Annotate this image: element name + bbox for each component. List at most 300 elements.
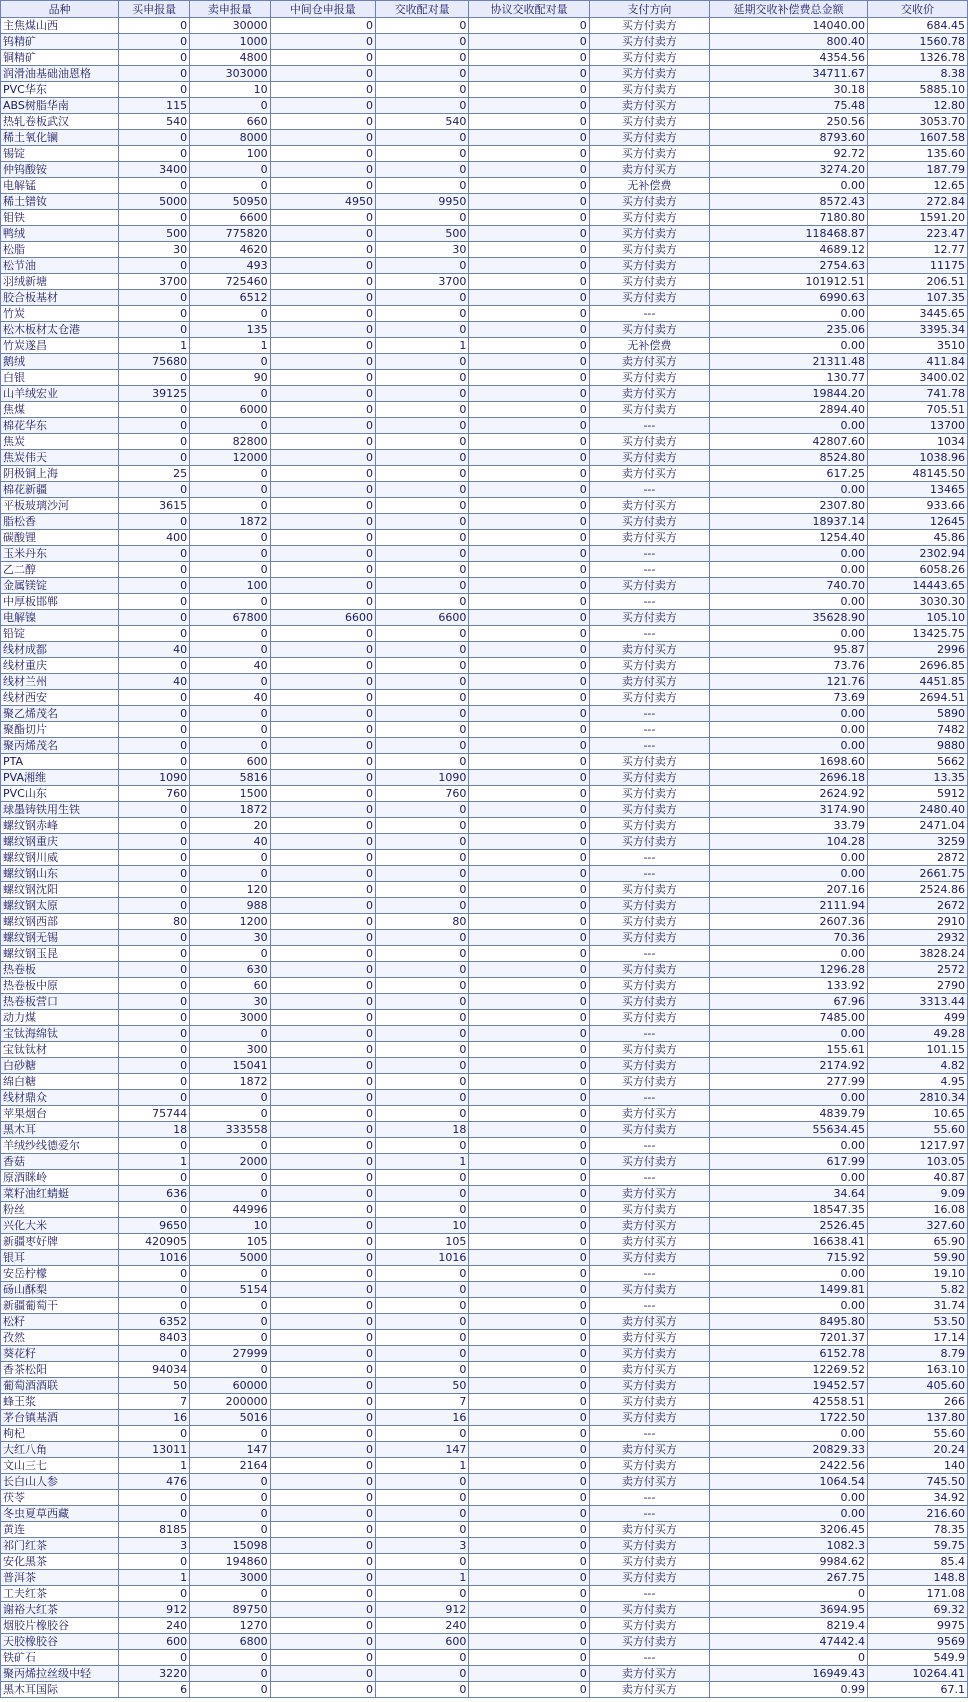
sell-qty-cell: 6800 [190, 1634, 271, 1650]
price-cell: 4451.85 [868, 674, 968, 690]
price-cell: 20.24 [868, 1442, 968, 1458]
table-row [1, 610, 968, 626]
sell-qty-cell: 0 [190, 674, 271, 690]
agreement-qty-cell: 0 [469, 1522, 589, 1538]
price-cell: 5662 [868, 754, 968, 770]
mid-qty-cell: 0 [270, 1282, 375, 1298]
matched-qty-cell: 0 [375, 1282, 468, 1298]
compensation-cell: 16949.43 [710, 1666, 868, 1682]
buy-qty-cell: 39125 [119, 386, 190, 402]
price-cell: 8.38 [868, 66, 968, 82]
price-cell: 13.35 [868, 770, 968, 786]
compensation-cell: 34.64 [710, 1186, 868, 1202]
sell-qty-cell: 40 [190, 690, 271, 706]
matched-qty-cell: 0 [375, 1650, 468, 1666]
mid-qty-cell: 0 [270, 1602, 375, 1618]
sell-qty-cell: 1872 [190, 802, 271, 818]
variety-cell: 主焦煤山西 [1, 18, 119, 34]
agreement-qty-cell: 0 [469, 1218, 589, 1234]
table-row [1, 1682, 968, 1698]
buy-qty-cell: 0 [119, 402, 190, 418]
price-cell: 85.4 [868, 1554, 968, 1570]
mid-qty-cell: 0 [270, 1634, 375, 1650]
buy-qty-cell: 3615 [119, 498, 190, 514]
sell-qty-cell: 0 [190, 1586, 271, 1602]
agreement-qty-cell: 0 [469, 1314, 589, 1330]
table-row [1, 962, 968, 978]
agreement-qty-cell: 0 [469, 194, 589, 210]
buy-qty-cell: 0 [119, 258, 190, 274]
variety-cell: 葵花籽 [1, 1346, 119, 1362]
price-cell: 3828.24 [868, 946, 968, 962]
compensation-cell: 21311.48 [710, 354, 868, 370]
sell-qty-cell: 0 [190, 722, 271, 738]
compensation-cell: 7201.37 [710, 1330, 868, 1346]
mid-qty-cell: 0 [270, 370, 375, 386]
matched-qty-cell: 0 [375, 146, 468, 162]
price-cell: 2672 [868, 898, 968, 914]
matched-qty-cell: 0 [375, 450, 468, 466]
mid-qty-cell: 0 [270, 530, 375, 546]
price-cell: 101.15 [868, 1042, 968, 1058]
table-row [1, 786, 968, 802]
variety-cell: 松脂 [1, 242, 119, 258]
buy-qty-cell: 0 [119, 210, 190, 226]
table-row [1, 450, 968, 466]
buy-qty-cell: 476 [119, 1474, 190, 1490]
compensation-cell: 4689.12 [710, 242, 868, 258]
agreement-qty-cell: 0 [469, 1106, 589, 1122]
pay-direction-cell: --- [589, 1266, 709, 1282]
table-row [1, 674, 968, 690]
compensation-cell: 8572.43 [710, 194, 868, 210]
agreement-qty-cell: 0 [469, 1378, 589, 1394]
pay-direction-cell: 卖方付买方 [589, 1362, 709, 1378]
sell-qty-cell: 90 [190, 370, 271, 386]
matched-qty-cell: 600 [375, 1634, 468, 1650]
matched-qty-cell: 80 [375, 914, 468, 930]
matched-qty-cell: 0 [375, 1682, 468, 1698]
agreement-qty-cell: 0 [469, 1330, 589, 1346]
variety-cell: 阴极铜上海 [1, 466, 119, 482]
mid-qty-cell: 0 [270, 706, 375, 722]
price-cell: 3259 [868, 834, 968, 850]
compensation-cell: 0.00 [710, 850, 868, 866]
mid-qty-cell: 0 [270, 1410, 375, 1426]
agreement-qty-cell: 0 [469, 850, 589, 866]
buy-qty-cell: 0 [119, 1490, 190, 1506]
variety-cell: 工夫红茶 [1, 1586, 119, 1602]
mid-qty-cell: 0 [270, 930, 375, 946]
table-row [1, 370, 968, 386]
variety-cell: 羽绒新塘 [1, 274, 119, 290]
table-row [1, 594, 968, 610]
table-row [1, 338, 968, 354]
sell-qty-cell: 40 [190, 834, 271, 850]
buy-qty-cell: 636 [119, 1186, 190, 1202]
sell-qty-cell: 0 [190, 1106, 271, 1122]
price-cell: 272.84 [868, 194, 968, 210]
agreement-qty-cell: 0 [469, 402, 589, 418]
mid-qty-cell: 0 [270, 210, 375, 226]
mid-qty-cell: 0 [270, 34, 375, 50]
variety-cell: 稀土镨钕 [1, 194, 119, 210]
variety-cell: 松节油 [1, 258, 119, 274]
sell-qty-cell: 30000 [190, 18, 271, 34]
buy-qty-cell: 3400 [119, 162, 190, 178]
pay-direction-cell: 买方付卖方 [589, 898, 709, 914]
matched-qty-cell: 0 [375, 690, 468, 706]
agreement-qty-cell: 0 [469, 1474, 589, 1490]
table-row [1, 1490, 968, 1506]
mid-qty-cell: 0 [270, 626, 375, 642]
pay-direction-cell: 买方付卖方 [589, 258, 709, 274]
pay-direction-cell: 买方付卖方 [589, 370, 709, 386]
agreement-qty-cell: 0 [469, 1282, 589, 1298]
pay-direction-cell: 买方付卖方 [589, 194, 709, 210]
price-cell: 9.09 [868, 1186, 968, 1202]
compensation-cell: 2111.94 [710, 898, 868, 914]
compensation-cell: 3694.95 [710, 1602, 868, 1618]
buy-qty-cell: 3700 [119, 274, 190, 290]
matched-qty-cell: 1 [375, 1458, 468, 1474]
price-cell: 17.14 [868, 1330, 968, 1346]
variety-cell: 金属镁锭 [1, 578, 119, 594]
pay-direction-cell: 买方付卖方 [589, 1122, 709, 1138]
table-row [1, 1330, 968, 1346]
table-row [1, 1298, 968, 1314]
pay-direction-cell: 无补偿费 [589, 178, 709, 194]
agreement-qty-cell: 0 [469, 1010, 589, 1026]
table-row [1, 1410, 968, 1426]
mid-qty-cell: 0 [270, 1490, 375, 1506]
mid-qty-cell: 0 [270, 674, 375, 690]
agreement-qty-cell: 0 [469, 1234, 589, 1250]
sell-qty-cell: 0 [190, 1522, 271, 1538]
table-row [1, 1602, 968, 1618]
price-cell: 2480.40 [868, 802, 968, 818]
matched-qty-cell: 0 [375, 1474, 468, 1490]
matched-qty-cell: 10 [375, 1218, 468, 1234]
compensation-cell: 1499.81 [710, 1282, 868, 1298]
sell-qty-cell: 120 [190, 882, 271, 898]
sell-qty-cell: 0 [190, 1170, 271, 1186]
sell-qty-cell: 147 [190, 1442, 271, 1458]
variety-cell: 线材兰州 [1, 674, 119, 690]
agreement-qty-cell: 0 [469, 770, 589, 786]
table-row [1, 866, 968, 882]
price-cell: 12.80 [868, 98, 968, 114]
compensation-cell: 1254.40 [710, 530, 868, 546]
variety-cell: 宝钛海绵钛 [1, 1026, 119, 1042]
buy-qty-cell: 75744 [119, 1106, 190, 1122]
variety-cell: 苹果烟台 [1, 1106, 119, 1122]
sell-qty-cell: 4800 [190, 50, 271, 66]
variety-cell: 砀山酥梨 [1, 1282, 119, 1298]
mid-qty-cell: 0 [270, 1346, 375, 1362]
mid-qty-cell: 0 [270, 1442, 375, 1458]
buy-qty-cell: 75680 [119, 354, 190, 370]
pay-direction-cell: 买方付卖方 [589, 226, 709, 242]
price-cell: 48145.50 [868, 466, 968, 482]
buy-qty-cell: 7 [119, 1394, 190, 1410]
mid-qty-cell: 0 [270, 434, 375, 450]
price-cell: 5885.10 [868, 82, 968, 98]
price-cell: 187.79 [868, 162, 968, 178]
agreement-qty-cell: 0 [469, 498, 589, 514]
variety-cell: 仲钨酸铵 [1, 162, 119, 178]
agreement-qty-cell: 0 [469, 866, 589, 882]
variety-cell: 乙二醇 [1, 562, 119, 578]
matched-qty-cell: 912 [375, 1602, 468, 1618]
matched-qty-cell: 0 [375, 466, 468, 482]
mid-qty-cell: 0 [270, 386, 375, 402]
pay-direction-cell: 无补偿费 [589, 338, 709, 354]
variety-cell: 香菇 [1, 1154, 119, 1170]
price-cell: 933.66 [868, 498, 968, 514]
buy-qty-cell: 912 [119, 1602, 190, 1618]
buy-qty-cell: 0 [119, 514, 190, 530]
pay-direction-cell: 买方付卖方 [589, 802, 709, 818]
mid-qty-cell: 0 [270, 1266, 375, 1282]
buy-qty-cell: 0 [119, 66, 190, 82]
table-row [1, 1650, 968, 1666]
matched-qty-cell: 0 [375, 1074, 468, 1090]
sell-qty-cell: 100 [190, 578, 271, 594]
mid-qty-cell: 0 [270, 1106, 375, 1122]
pay-direction-cell: --- [589, 306, 709, 322]
agreement-qty-cell: 0 [469, 1346, 589, 1362]
agreement-qty-cell: 0 [469, 1266, 589, 1282]
variety-cell: 菜籽油红蜻蜓 [1, 1186, 119, 1202]
variety-cell: 天胶橡胶谷 [1, 1634, 119, 1650]
price-cell: 13425.75 [868, 626, 968, 642]
sell-qty-cell: 100 [190, 146, 271, 162]
header-variety: 品种 [1, 1, 119, 18]
compensation-cell: 42807.60 [710, 434, 868, 450]
price-cell: 1591.20 [868, 210, 968, 226]
buy-qty-cell: 400 [119, 530, 190, 546]
table-row [1, 994, 968, 1010]
price-cell: 10.65 [868, 1106, 968, 1122]
compensation-cell: 3174.90 [710, 802, 868, 818]
pay-direction-cell: 买方付卖方 [589, 1042, 709, 1058]
compensation-cell: 42558.51 [710, 1394, 868, 1410]
pay-direction-cell: 买方付卖方 [589, 402, 709, 418]
compensation-cell: 0 [710, 1586, 868, 1602]
compensation-cell: 0.00 [710, 562, 868, 578]
mid-qty-cell: 0 [270, 1474, 375, 1490]
pay-direction-cell: 卖方付买方 [589, 1106, 709, 1122]
mid-qty-cell: 0 [270, 802, 375, 818]
mid-qty-cell: 0 [270, 1298, 375, 1314]
variety-cell: 鹅绒 [1, 354, 119, 370]
variety-cell: 螺纹钢玉昆 [1, 946, 119, 962]
agreement-qty-cell: 0 [469, 338, 589, 354]
variety-cell: 线材重庆 [1, 658, 119, 674]
agreement-qty-cell: 0 [469, 1362, 589, 1378]
sell-qty-cell: 8000 [190, 130, 271, 146]
compensation-cell: 617.25 [710, 466, 868, 482]
buy-qty-cell: 0 [119, 866, 190, 882]
matched-qty-cell: 0 [375, 562, 468, 578]
table-row [1, 1458, 968, 1474]
sell-qty-cell: 60000 [190, 1378, 271, 1394]
compensation-cell: 2307.80 [710, 498, 868, 514]
compensation-cell: 0.00 [710, 866, 868, 882]
buy-qty-cell: 40 [119, 642, 190, 658]
sell-qty-cell: 0 [190, 1650, 271, 1666]
compensation-cell: 715.92 [710, 1250, 868, 1266]
buy-qty-cell: 18 [119, 1122, 190, 1138]
variety-cell: 白砂糖 [1, 1058, 119, 1074]
compensation-cell: 2894.40 [710, 402, 868, 418]
sell-qty-cell: 10 [190, 82, 271, 98]
matched-qty-cell: 1016 [375, 1250, 468, 1266]
buy-qty-cell: 600 [119, 1634, 190, 1650]
buy-qty-cell: 0 [119, 626, 190, 642]
pay-direction-cell: 卖方付买方 [589, 1330, 709, 1346]
agreement-qty-cell: 0 [469, 594, 589, 610]
compensation-cell: 16638.41 [710, 1234, 868, 1250]
header-sell-qty: 卖申报量 [190, 1, 271, 18]
mid-qty-cell: 0 [270, 914, 375, 930]
pay-direction-cell: --- [589, 1650, 709, 1666]
price-cell: 53.50 [868, 1314, 968, 1330]
header-delivery-price: 交收价 [868, 1, 968, 18]
agreement-qty-cell: 0 [469, 898, 589, 914]
table-row [1, 514, 968, 530]
buy-qty-cell: 3 [119, 1538, 190, 1554]
pay-direction-cell: --- [589, 562, 709, 578]
matched-qty-cell: 0 [375, 722, 468, 738]
sell-qty-cell: 0 [190, 946, 271, 962]
pay-direction-cell: --- [589, 1138, 709, 1154]
variety-cell: 烟胶片橡胶谷 [1, 1618, 119, 1634]
matched-qty-cell: 0 [375, 1186, 468, 1202]
variety-cell: 热轧卷板武汉 [1, 114, 119, 130]
variety-cell: 螺纹钢无锡 [1, 930, 119, 946]
mid-qty-cell: 0 [270, 978, 375, 994]
matched-qty-cell: 0 [375, 434, 468, 450]
buy-qty-cell: 0 [119, 418, 190, 434]
mid-qty-cell: 0 [270, 514, 375, 530]
pay-direction-cell: 卖方付买方 [589, 1666, 709, 1682]
sell-qty-cell: 660 [190, 114, 271, 130]
pay-direction-cell: 卖方付买方 [589, 1218, 709, 1234]
buy-qty-cell: 0 [119, 962, 190, 978]
price-cell: 2302.94 [868, 546, 968, 562]
compensation-cell: 92.72 [710, 146, 868, 162]
variety-cell: 新疆葡萄干 [1, 1298, 119, 1314]
matched-qty-cell: 0 [375, 1090, 468, 1106]
agreement-qty-cell: 0 [469, 1074, 589, 1090]
buy-qty-cell: 0 [119, 578, 190, 594]
compensation-cell: 0.00 [710, 1026, 868, 1042]
mid-qty-cell: 0 [270, 866, 375, 882]
agreement-qty-cell: 0 [469, 130, 589, 146]
compensation-cell: 1698.60 [710, 754, 868, 770]
pay-direction-cell: 买方付卖方 [589, 690, 709, 706]
agreement-qty-cell: 0 [469, 258, 589, 274]
matched-qty-cell: 0 [375, 1010, 468, 1026]
buy-qty-cell: 0 [119, 82, 190, 98]
compensation-cell: 740.70 [710, 578, 868, 594]
compensation-cell: 14040.00 [710, 18, 868, 34]
table-row [1, 226, 968, 242]
variety-cell: 铅锭 [1, 626, 119, 642]
compensation-cell: 8495.80 [710, 1314, 868, 1330]
agreement-qty-cell: 0 [469, 562, 589, 578]
matched-qty-cell: 0 [375, 514, 468, 530]
variety-cell: 文山三七 [1, 1458, 119, 1474]
table-row [1, 258, 968, 274]
buy-qty-cell: 0 [119, 146, 190, 162]
matched-qty-cell: 1 [375, 1570, 468, 1586]
agreement-qty-cell: 0 [469, 1570, 589, 1586]
price-cell: 67.1 [868, 1682, 968, 1698]
sell-qty-cell: 0 [190, 1186, 271, 1202]
buy-qty-cell: 0 [119, 546, 190, 562]
compensation-cell: 0.00 [710, 1426, 868, 1442]
table-row [1, 98, 968, 114]
agreement-qty-cell: 0 [469, 1554, 589, 1570]
compensation-cell: 18547.35 [710, 1202, 868, 1218]
mid-qty-cell: 0 [270, 1202, 375, 1218]
price-cell: 103.05 [868, 1154, 968, 1170]
compensation-cell: 118468.87 [710, 226, 868, 242]
pay-direction-cell: 卖方付买方 [589, 1682, 709, 1698]
agreement-qty-cell: 0 [469, 626, 589, 642]
mid-qty-cell: 0 [270, 786, 375, 802]
matched-qty-cell: 0 [375, 546, 468, 562]
matched-qty-cell: 50 [375, 1378, 468, 1394]
pay-direction-cell: 买方付卖方 [589, 914, 709, 930]
table-row [1, 1634, 968, 1650]
table-row [1, 1154, 968, 1170]
buy-qty-cell: 1 [119, 1570, 190, 1586]
matched-qty-cell: 0 [375, 802, 468, 818]
sell-qty-cell: 12000 [190, 450, 271, 466]
agreement-qty-cell: 0 [469, 834, 589, 850]
sell-qty-cell: 300 [190, 1042, 271, 1058]
price-cell: 1038.96 [868, 450, 968, 466]
sell-qty-cell: 1270 [190, 1618, 271, 1634]
buy-qty-cell: 0 [119, 1138, 190, 1154]
compensation-cell: 235.06 [710, 322, 868, 338]
agreement-qty-cell: 0 [469, 914, 589, 930]
variety-cell: 聚丙烯拉丝级中轻 [1, 1666, 119, 1682]
header-matched-qty: 交收配对量 [375, 1, 468, 18]
compensation-cell: 7485.00 [710, 1010, 868, 1026]
variety-cell: 脂松香 [1, 514, 119, 530]
agreement-qty-cell: 0 [469, 1058, 589, 1074]
table-row [1, 1234, 968, 1250]
buy-qty-cell: 0 [119, 1266, 190, 1282]
mid-qty-cell: 0 [270, 1378, 375, 1394]
matched-qty-cell: 0 [375, 738, 468, 754]
table-row [1, 66, 968, 82]
price-cell: 3510 [868, 338, 968, 354]
compensation-cell: 75.48 [710, 98, 868, 114]
compensation-cell: 121.76 [710, 674, 868, 690]
mid-qty-cell: 0 [270, 1538, 375, 1554]
variety-cell: 螺纹钢西部 [1, 914, 119, 930]
variety-cell: 螺纹钢赤峰 [1, 818, 119, 834]
variety-cell: 螺纹钢太原 [1, 898, 119, 914]
pay-direction-cell: 买方付卖方 [589, 1458, 709, 1474]
sell-qty-cell: 0 [190, 1506, 271, 1522]
